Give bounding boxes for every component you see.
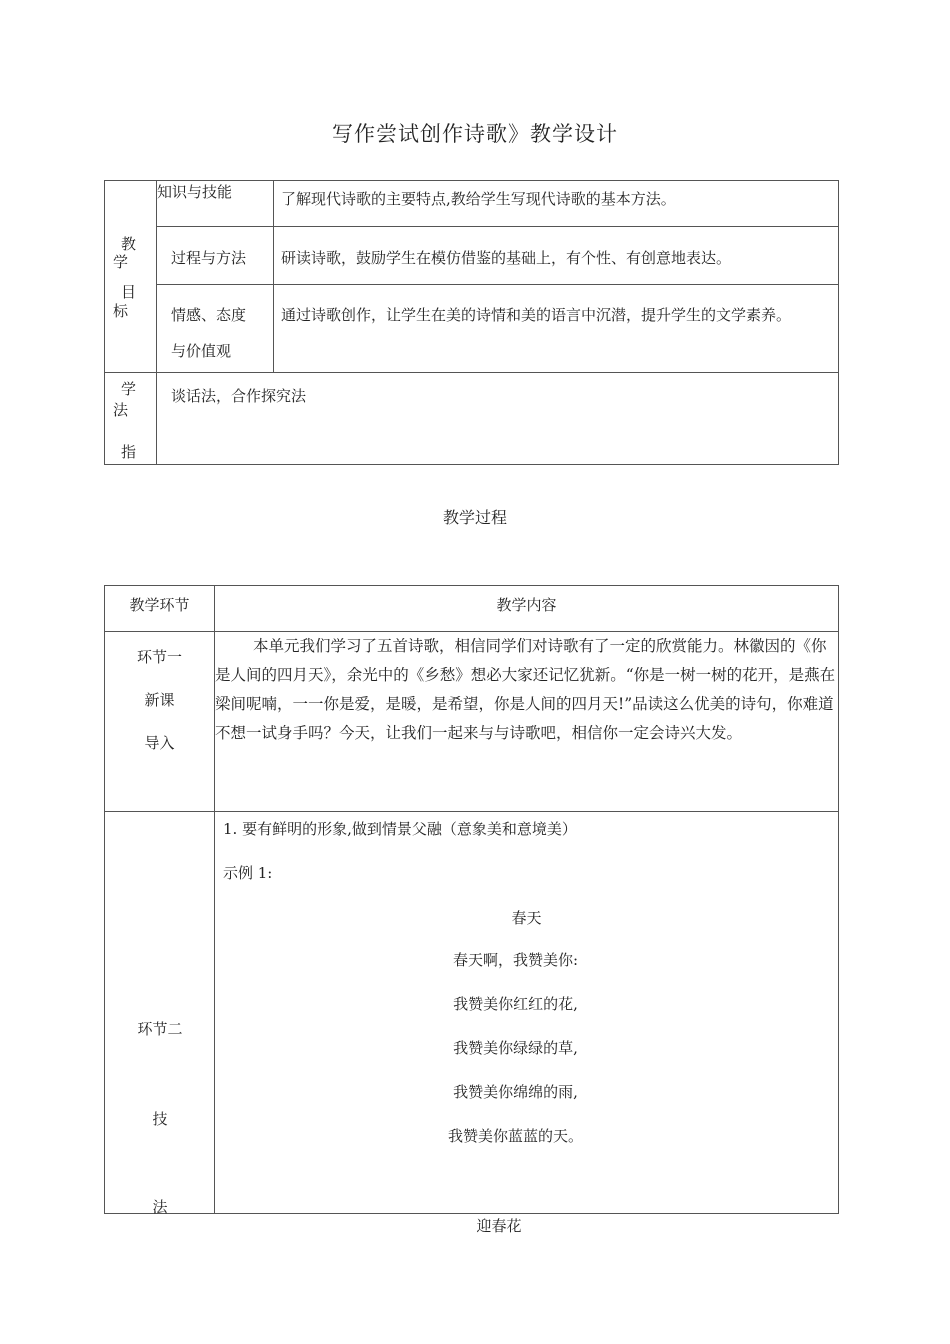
objectives-group-char: 标 (113, 302, 129, 320)
objective-row-attitude (105, 285, 839, 373)
objective-content: 了解现代诗歌的主要特点,教给学生写现代诗歌的基本方法。 (274, 181, 839, 227)
step1-content: 本单元我们学习了五首诗歌，相信同学们对诗歌有了一定的欣赏能力。林徽因的《你是人间的四月天》，余光中的《乡愁》想必大家还记忆犹新。“你是一树一树的花开，是燕在梁间呢喃，一一你是爱，是暖，是希望，你是人间的四月天!”品读这么优美的诗句，你难道不想一试身手吗？今天，让我们一起来与与诗歌吧，相信你一定会诗兴大发。 (215, 632, 839, 812)
step1-label-line: 新课 (144, 691, 175, 709)
step2-label-line: 环节二 (137, 1020, 183, 1038)
poem-line: 我赞美你绿绿的草, (453, 1039, 578, 1057)
poem-line: 春天啊，我赞美你: (452, 951, 579, 969)
objective-label (157, 285, 274, 373)
objective-content: 通过诗歌创作，让学生在美的诗情和美的语言中沉潜，提升学生的文学素养。 (274, 285, 839, 373)
objectives-group-char: 学 (113, 253, 129, 271)
step2-label-line: 技 (152, 1110, 168, 1128)
process-section-title: 教学过程 (442, 508, 507, 527)
method-row (105, 373, 839, 465)
objective-row-process (105, 227, 839, 285)
objective-label-line: 情感、态度 (171, 306, 247, 324)
example-poem (223, 898, 830, 1158)
objectives-group-label (105, 181, 157, 373)
continued-poem-title: 迎春花 (476, 1217, 522, 1235)
objectives-table (104, 180, 839, 465)
step1-label-line: 导入 (144, 734, 175, 752)
objective-label: 过程与方法 (157, 227, 274, 285)
method-label-char: 法 (113, 401, 129, 419)
objective-row-knowledge (105, 181, 839, 227)
method-content: 谈话法，合作探究法 (157, 373, 839, 465)
step2-label (105, 812, 215, 1214)
process-header-row (105, 586, 839, 632)
process-table (104, 585, 839, 1214)
objectives-group-char: 目 (121, 283, 137, 301)
objective-label: 知识与技能 (157, 181, 274, 227)
header-step: 教学环节 (105, 586, 215, 632)
step2-label-line: 法 (152, 1198, 168, 1216)
step1-label-line: 环节一 (136, 648, 182, 666)
method-label-char: 指 (121, 443, 137, 461)
poem-line: 我赞美你红红的花, (453, 995, 578, 1013)
header-content: 教学内容 (215, 586, 839, 632)
page-title: 写作尝试创作诗歌》教学设计 (332, 122, 618, 146)
objective-label-line: 与价值观 (171, 342, 232, 360)
step1-label (105, 632, 215, 812)
technique-point: 1. 要有鲜明的形象,做到情景父融（意象美和意境美） (223, 820, 577, 838)
objectives-group-char: 教 (121, 235, 137, 253)
objective-content: 研读诗歌，鼓励学生在模仿借鉴的基础上，有个性、有创意地表达。 (274, 227, 839, 285)
example-label: 示例 1: (223, 864, 273, 882)
poem-line: 我赞美你蓝蓝的天。 (447, 1127, 583, 1145)
poem-line: 我赞美你绵绵的雨, (453, 1083, 578, 1101)
process-row-step1 (105, 632, 839, 812)
poem-title: 春天 (511, 909, 542, 927)
step2-content (215, 812, 839, 1214)
method-label-char: 学 (121, 380, 137, 398)
method-label (105, 373, 157, 465)
process-row-step2 (105, 812, 839, 1214)
